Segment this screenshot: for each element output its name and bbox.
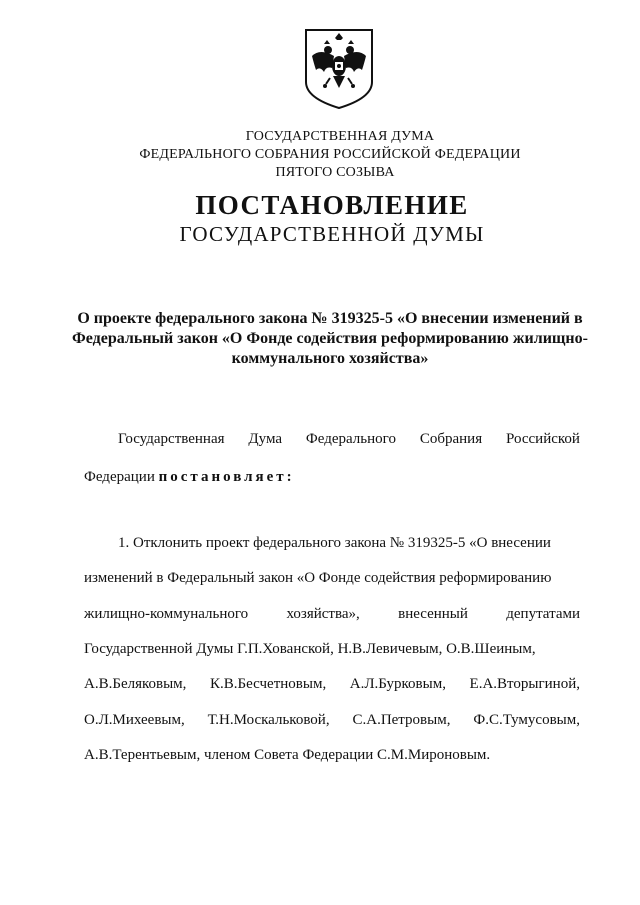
item-1-text: 1. Отклонить проект федерального закона № 319325-5 «О внесении: [118, 535, 551, 551]
subject-line-3: коммунального хозяйства»: [231, 350, 429, 367]
item-1-text: С.А.Петровым,: [352, 712, 451, 728]
item-1-text: А.В.Терентьевым, членом Совета Федерации С.М.Мироновым.: [84, 747, 491, 763]
item-1-text: изменений в Федеральный закон «О Фонде содействия реформированию: [84, 570, 552, 586]
item-1-text: О.Л.Михеевым,: [84, 712, 185, 728]
document-subtitle: ГОСУДАРСТВЕННОЙ ДУМЫ: [179, 222, 485, 246]
preamble-word: Российской: [506, 431, 580, 447]
document-subject: [70, 309, 590, 369]
document-title: ПОСТАНОВЛЕНИЕ: [195, 190, 469, 220]
preamble-operative-word: постановляет:: [158, 469, 295, 485]
item-1-text: Государственной Думы Г.П.Хованской, Н.В.Левичевым, О.В.Шеиным,: [84, 641, 536, 657]
item-1-line: [84, 712, 580, 729]
item-1-text: А.Л.Бурковым,: [349, 676, 446, 692]
item-1-line: [84, 606, 580, 623]
item-1-text: Ф.С.Тумусовым,: [473, 712, 580, 728]
item-1-line: [84, 747, 580, 764]
item-1-text: хозяйства»,: [286, 606, 360, 622]
preamble-line-2: [84, 469, 295, 486]
item-1-text: Т.Н.Москальковой,: [207, 712, 330, 728]
preamble-word: Дума: [248, 431, 283, 447]
item-1-text: внесенный: [398, 606, 468, 622]
header-line-2: ФЕДЕРАЛЬНОГО СОБРАНИЯ РОССИЙСКОЙ ФЕДЕРАЦИИ: [139, 147, 521, 162]
item-1-text: К.В.Бесчетновым,: [210, 676, 327, 692]
preamble-word: Федерального: [305, 431, 396, 447]
subject-line-2: Федеральный закон «О Фонде содействия реформированию жилищно-: [72, 330, 588, 347]
coat-of-arms-emblem: [302, 26, 376, 110]
item-1-text: жилищно-коммунального: [84, 606, 249, 622]
header-line-3: ПЯТОГО СОЗЫВА: [275, 165, 395, 180]
preamble-text: Федерации: [84, 469, 155, 485]
preamble-line-1: [118, 431, 580, 448]
preamble-word: Государственная: [118, 431, 225, 447]
item-1-line: [118, 535, 580, 552]
item-1-text: депутатами: [506, 606, 580, 622]
item-1-text: Е.А.Вторыгиной,: [469, 676, 580, 692]
subject-line-1: О проекте федерального закона № 319325-5 «О внесении изменений в: [77, 310, 583, 327]
preamble-word: Собрания: [419, 431, 483, 447]
item-1-text: А.В.Беляковым,: [84, 676, 187, 692]
item-1-line: [84, 641, 580, 658]
item-1-line: [84, 676, 580, 693]
item-1-line: [84, 570, 580, 587]
header-line-1: ГОСУДАРСТВЕННАЯ ДУМА: [245, 129, 435, 144]
